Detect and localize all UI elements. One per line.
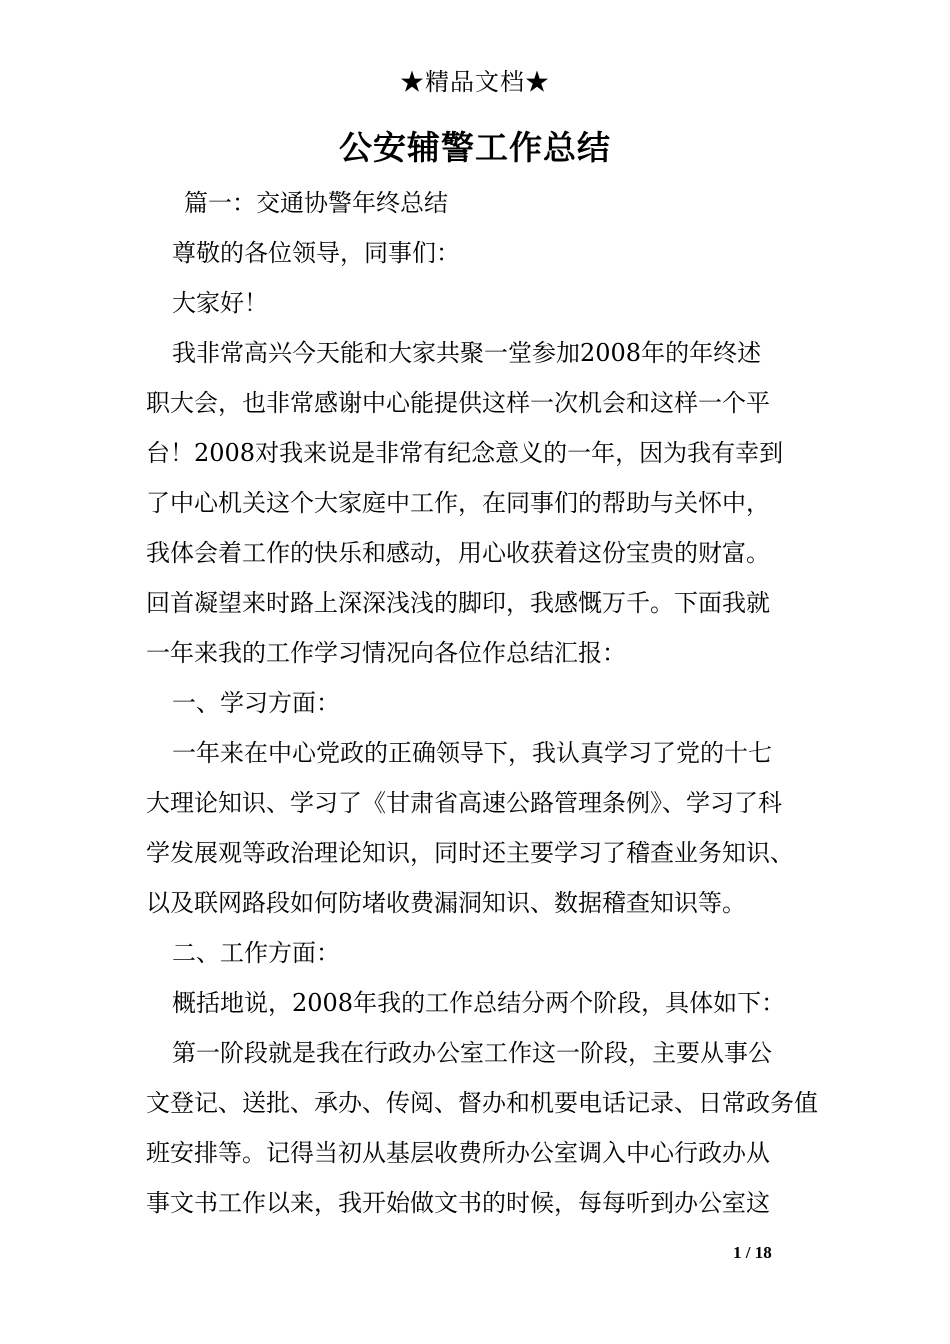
section-heading: 一、学习方面：: [172, 689, 340, 717]
paragraph-line: 事文书工作以来，我开始做文书的时候，每每听到办公室这: [146, 1189, 770, 1217]
paragraph-line: 大理论知识、学习了《甘肃省高速公路管理条例》、学习了科: [146, 789, 782, 817]
paragraph-line: 我体会着工作的快乐和感动，用心收获着这份宝贵的财富。: [146, 539, 770, 567]
paragraph-line: 了中心机关这个大家庭中工作，在同事们的帮助与关怀中，: [146, 489, 770, 517]
paragraph-line: 职大会，也非常感谢中心能提供这样一次机会和这样一个平: [146, 389, 770, 417]
page-number: 1 / 18: [733, 1243, 772, 1262]
section-heading: 二、工作方面：: [172, 939, 340, 967]
paragraph-line: 概括地说，2008年我的工作总结分两个阶段，具体如下：: [172, 989, 786, 1017]
paragraph-line: 台！2008对我来说是非常有纪念意义的一年，因为我有幸到: [146, 439, 784, 467]
salutation-line: 尊敬的各位领导，同事们：: [172, 239, 460, 267]
paragraph-line: 一年来我的工作学习情况向各位作总结汇报：: [146, 639, 626, 667]
paragraph-line: 回首凝望来时路上深深浅浅的脚印，我感慨万千。下面我就: [146, 589, 770, 617]
paragraph-line: 学发展观等政治理论知识，同时还主要学习了稽查业务知识、: [146, 839, 794, 867]
document-body: [146, 178, 826, 1228]
paragraph-line: 我非常高兴今天能和大家共聚一堂参加2008年的年终述: [172, 339, 762, 367]
greeting-line: 大家好！: [172, 289, 268, 317]
document-title: 公安辅警工作总结: [339, 128, 611, 167]
paragraph-line: 第一阶段就是我在行政办公室工作这一阶段，主要从事公: [172, 1039, 772, 1067]
paragraph-line: 一年来在中心党政的正确领导下，我认真学习了党的十七: [172, 739, 772, 767]
paragraph-line: 以及联网路段如何防堵收费漏洞知识、数据稽查知识等。: [146, 889, 746, 917]
paragraph-line: 文登记、送批、承办、传阅、督办和机要电话记录、日常政务值: [146, 1089, 818, 1117]
header-mark: ★精品文档★: [400, 68, 550, 96]
subtitle-line: 篇一：交通协警年终总结: [184, 189, 448, 217]
paragraph-line: 班安排等。记得当初从基层收费所办公室调入中心行政办从: [146, 1139, 770, 1167]
